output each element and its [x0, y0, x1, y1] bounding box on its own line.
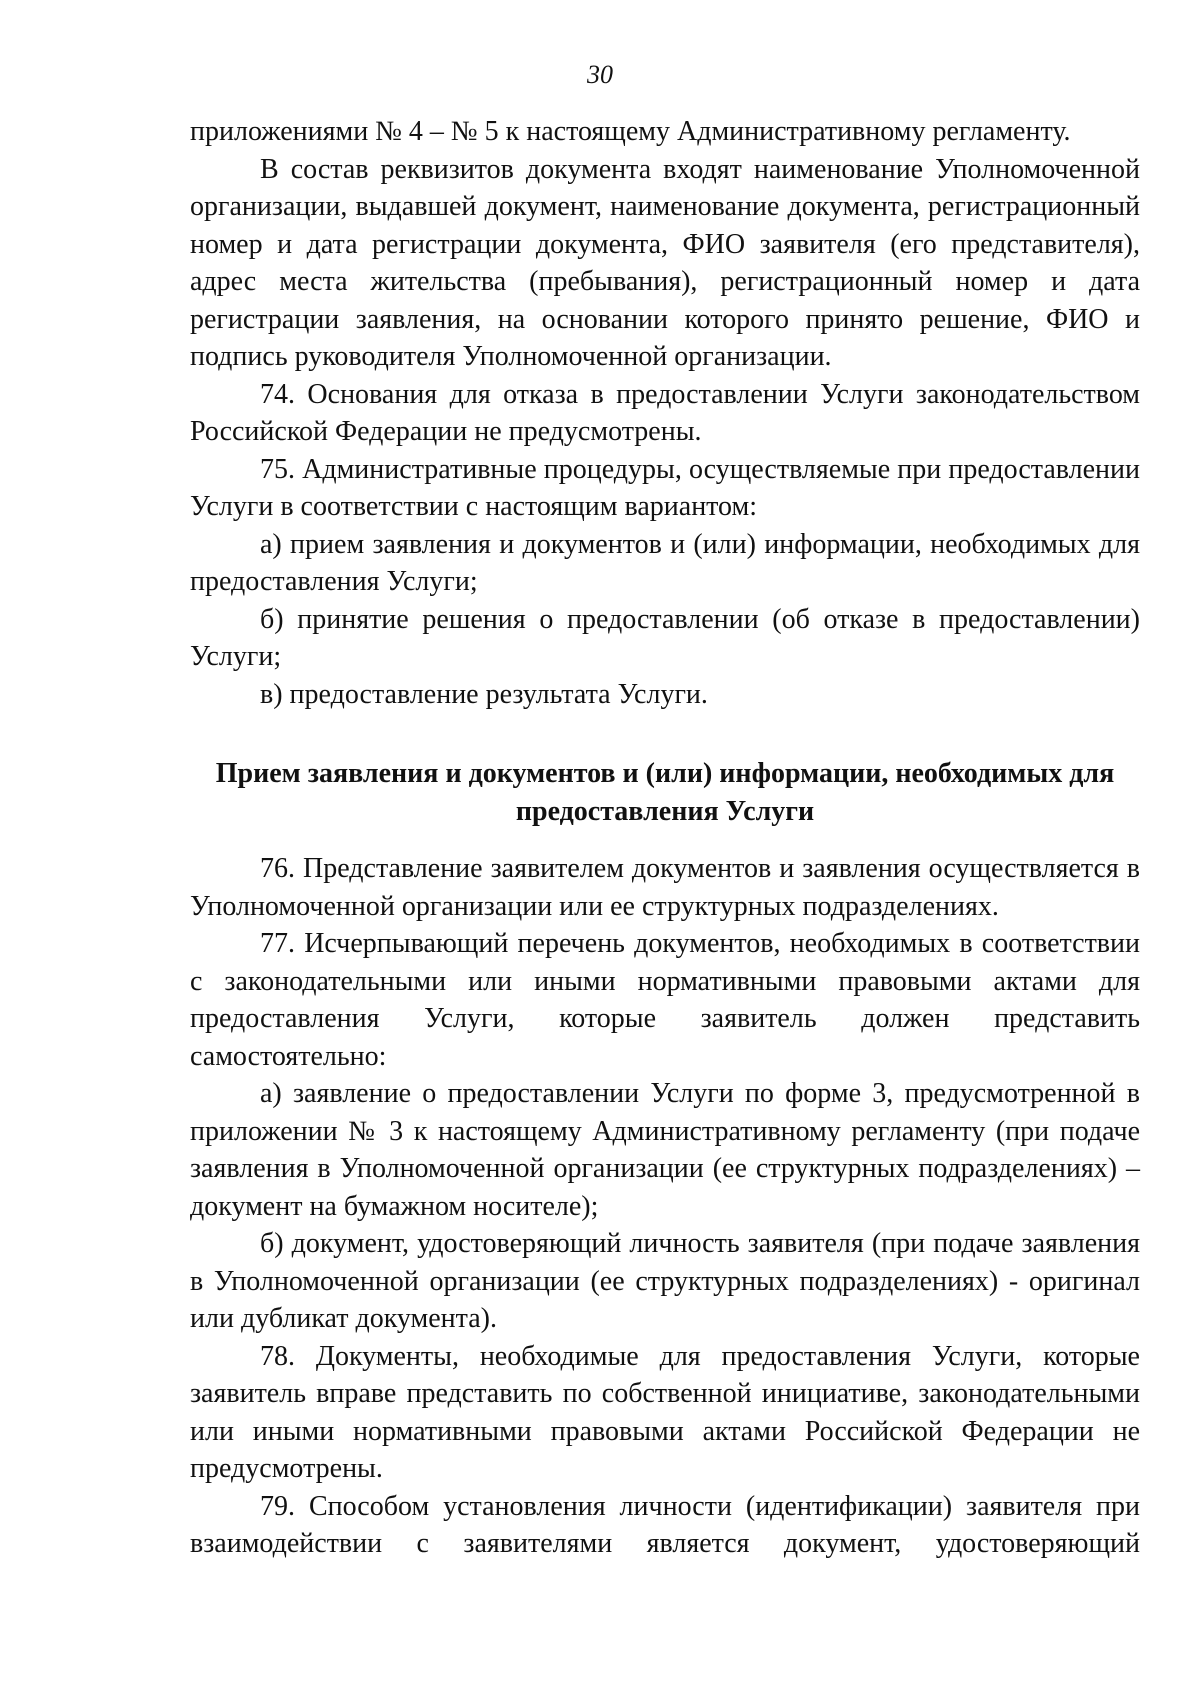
page-number: 30: [587, 60, 613, 89]
list-item-75a: а) прием заявления и документов и (или) информации, необходимых для предоставления Услуги;: [190, 528, 1140, 597]
paragraph-79: 79. Способом установления личности (идентификации) заявителя при взаимодействии с заявителями является документ, удостоверяющий: [190, 1490, 1140, 1559]
section-heading: Прием заявления и документов и (или) информации, необходимых для предоставления Услуги: [215, 758, 1115, 827]
document-body: [190, 113, 1140, 1563]
paragraph-77: 77. Исчерпывающий перечень документов, необходимых в соответствии с законодательными или иными нормативными правовыми актами для предоставления Услуги, которые заявитель должен представить самостоятельно:: [190, 928, 1140, 1072]
list-item-75b: б) принятие решения о предоставлении (об отказе в предоставлении) Услуги;: [190, 603, 1140, 672]
paragraph: В состав реквизитов документа входят наименование Уполномоченной организации, выдавшей документ, наименование документа, регистрационный номер и дата регистрации документа, ФИО заявителя (его представителя), адрес места жительства (пребывания), регистрационный номер и дата регистрации заявления, на основании которого принято решение, ФИО и подпись руководителя Уполномоченной организации.: [190, 153, 1140, 372]
section-gap: [190, 713, 1140, 755]
paragraph-75: 75. Административные процедуры, осуществляемые при предоставлении Услуги в соответствии с настоящим вариантом:: [190, 453, 1140, 522]
paragraph-76: 76. Представление заявителем документов и заявления осуществляется в Уполномоченной организации или ее структурных подразделениях.: [190, 853, 1140, 922]
paragraph: приложениями № 4 – № 5 к настоящему Административному регламенту.: [190, 116, 1071, 147]
list-item-75c: в) предоставление результата Услуги.: [260, 678, 708, 710]
heading-gap: [190, 830, 1140, 850]
paragraph-78: 78. Документы, необходимые для предоставления Услуги, которые заявитель вправе представить по собственной инициативе, законодательными или иными нормативными правовыми актами Российской Федерации не предусмотрены.: [190, 1340, 1140, 1484]
paragraph-74: 74. Основания для отказа в предоставлении Услуги законодательством Российской Федерации не предусмотрены.: [190, 378, 1140, 447]
list-item-77a: а) заявление о предоставлении Услуги по форме 3, предусмотренной в приложении № 3 к настоящему Административному регламенту (при подаче заявления в Уполномоченной организации (ее структурных подразделениях) – документ на бумажном носителе);: [190, 1078, 1140, 1222]
list-item-77b: б) документ, удостоверяющий личность заявителя (при подаче заявления в Уполномоченной организации (ее структурных подразделениях) - оригинал или дубликат документа).: [190, 1228, 1140, 1334]
